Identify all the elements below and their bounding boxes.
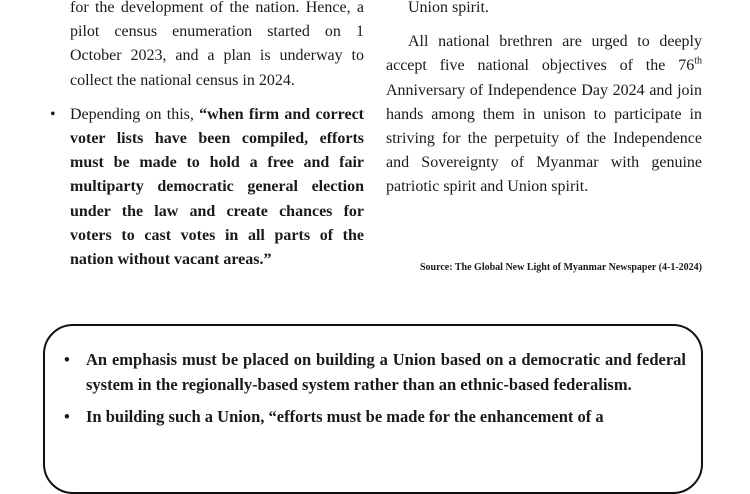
bullet-dot-icon: • [50,105,56,123]
callout-bullet-text: An emphasis must be placed on building a Union based on a democratic and federal system in the regionally-based system rather than an ethnic-based federalism. [86,350,686,394]
paragraph-start-text: All national brethren are urged to deeply accept five national objectives of the 76 [386,33,702,75]
bullet-intro-text: Depending on this, [70,105,200,123]
left-bullet-item [48,103,364,272]
bullet-dot-icon: • [64,407,70,426]
callout-bullet-text: In building such a Union, “efforts must be made for the enhancement of a [86,407,604,426]
left-bullet-text [70,103,364,272]
right-main-paragraph [386,30,702,199]
callout-bullet-item [62,405,686,430]
left-continuation-paragraph: for the development of the nation. Hence, a pilot census enumeration started on 1 October 2023, and a plan is underway to collect the national census in 2024. [70,0,364,89]
left-column [48,0,364,272]
paragraph-end-text: Anniversary of Independence Day 2024 and join hands among them in unison to participate in striving for the perpetuity of the Independence and Sovereignty of Myanmar with genuine patriotic spirit and Union spirit. [386,81,702,196]
bullet-bold-quote: “when firm and correct voter lists have been compiled, efforts must be made to hold a free and fair multiparty democratic general election under the law and create chances for voters to cast votes in all parts of the nation without vacant areas.” [70,105,364,269]
callout-bullet-item [62,348,686,397]
right-column [386,0,702,200]
bullet-dot-icon: • [64,350,70,369]
source-citation: Source: The Global New Light of Myanmar Newspaper (4-1-2024) [419,262,702,273]
callout-box [62,348,686,430]
ordinal-suffix: th [694,56,702,68]
right-continuation-paragraph: Union spirit. [408,0,489,16]
